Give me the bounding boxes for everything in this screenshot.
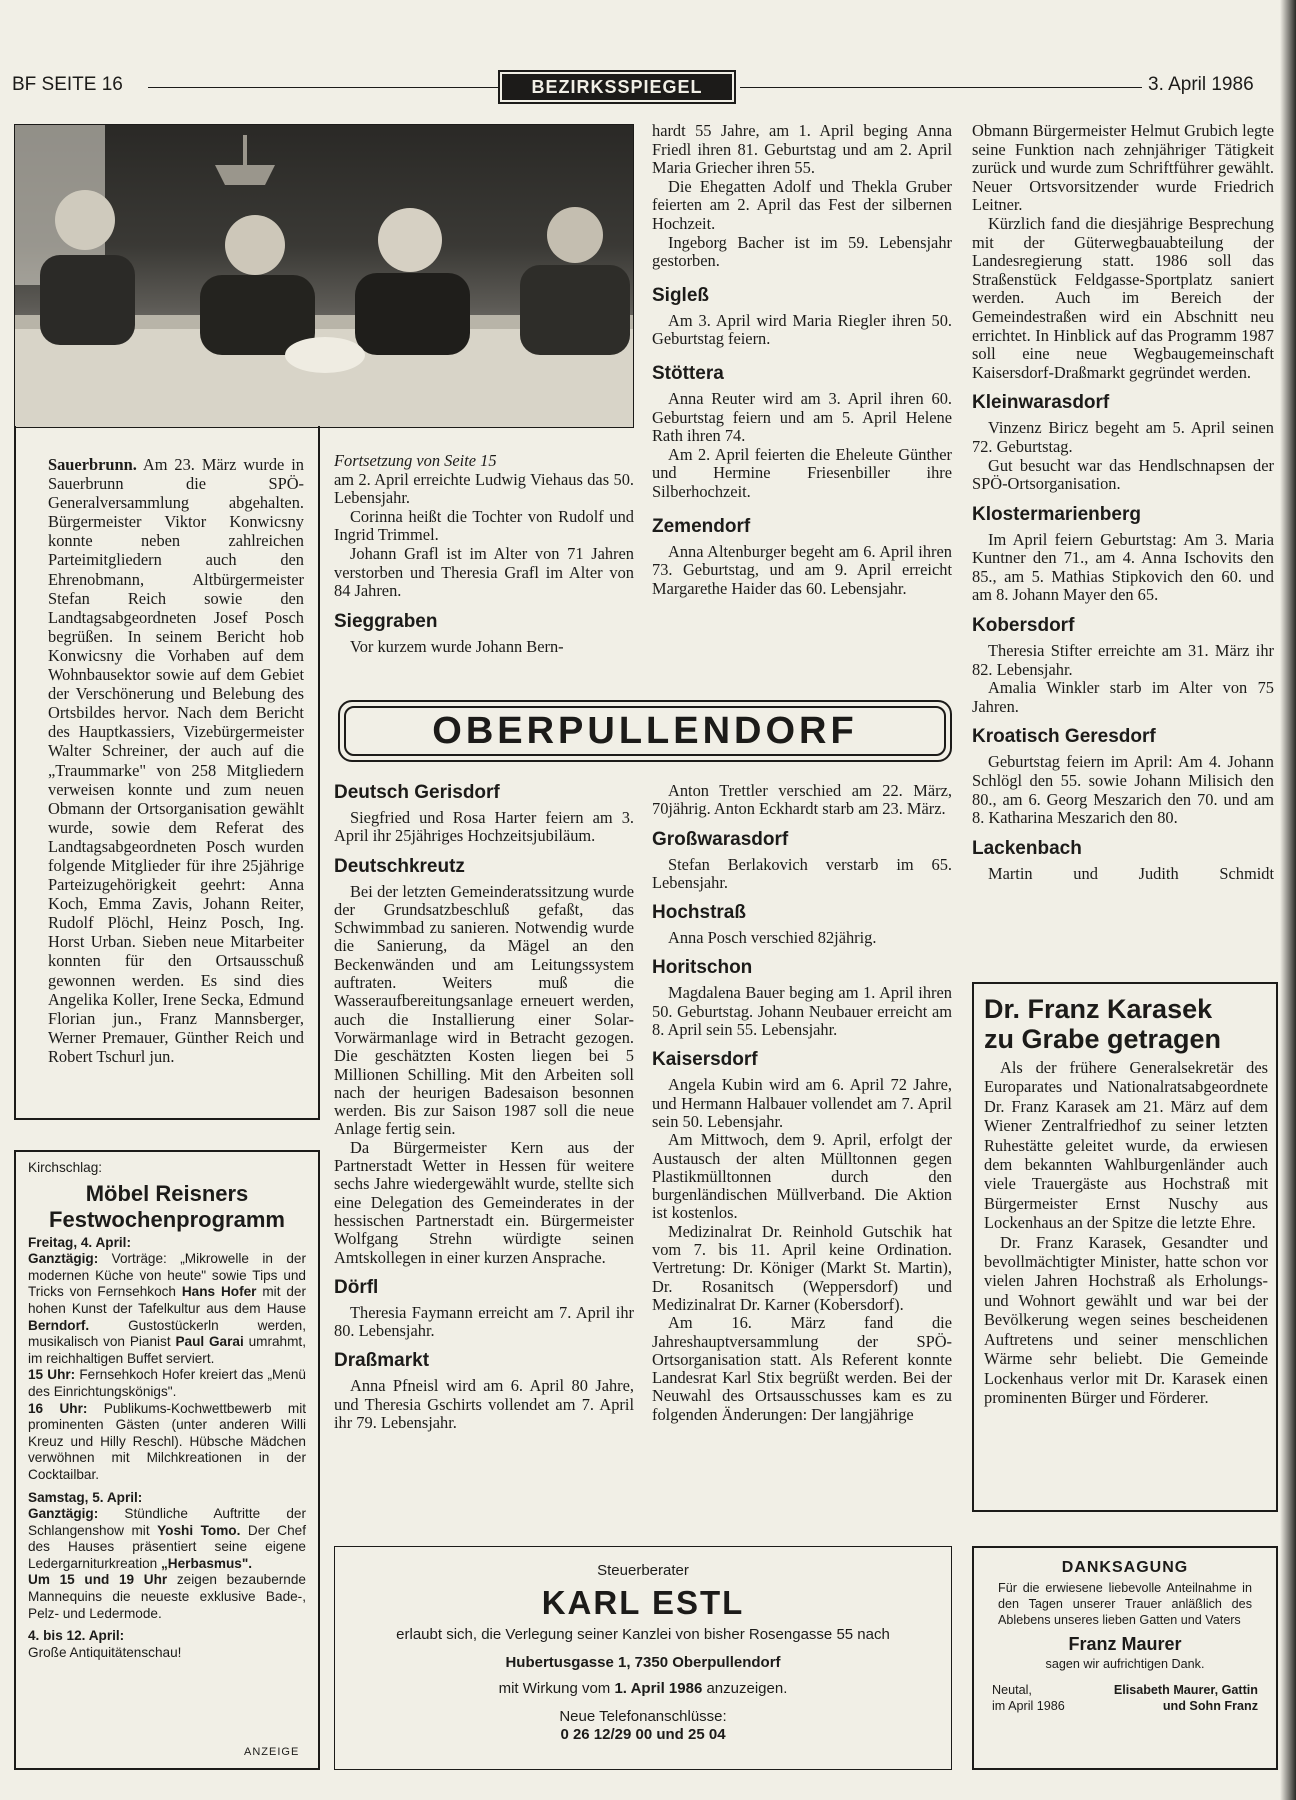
col2-p3: Johann Grafl ist im Alter von 71 Jahren verstorben und Theresia Grafl im Alter von 84 Jahren. <box>334 543 634 601</box>
col3b-p8: Am 16. März fand die Jahreshauptversammlung der SPÖ-Ortsorganisation statt. Als Referent konnte Landesrat Karl Stix begrüßt werden. Bei der Neuwahl des Ortsausschusses kam es zu folgenden Änderungen: Der langjährige <box>652 1313 952 1424</box>
heading-sieggraben: Sieggraben <box>334 610 438 632</box>
col3-p7: Anna Altenburger begeht am 6. April ihren 73. Geburtstag, und am 9. April erreicht Margarethe Haider das 60. Lebensjahr. <box>652 541 952 598</box>
ad-d1a-house: Berndorf. <box>28 1317 90 1333</box>
column-3-bottom <box>652 782 952 1424</box>
story-sauerbrunn-lead: Sauerbrunn. <box>48 455 137 474</box>
heading-kroatisch-geresdorf: Kroatisch Geresdorf <box>972 726 1156 748</box>
col3-p5: Anna Reuter wird am 3. April ihren 60. Geburtstag feiern und am 5. April Helene Rath ihren 74. <box>652 388 952 446</box>
column-2-bottom <box>334 782 634 1432</box>
ad-day-1: Freitag, 4. April: <box>28 1234 131 1250</box>
heading-doerfl: Dörfl <box>334 1276 379 1298</box>
ad-danke-title: DANKSAGUNG <box>1061 1559 1189 1576</box>
col3b-p5: Angela Kubin wird am 6. April 72 Jahre, und Hermann Halbauer vollendet am 7. April sein 50. Lebensjahr. <box>652 1075 952 1131</box>
heading-klostermarienberg: Klostermarienberg <box>972 503 1141 525</box>
section-title: BEZIRKSSPIEGEL <box>502 74 732 100</box>
ad-d2a-kreation: „Herbasmus". <box>161 1555 253 1571</box>
karasek-title-1: Dr. Franz Karasek <box>984 994 1213 1024</box>
column-3-top <box>652 122 952 598</box>
col2b-p1: Siegfried und Rosa Harter feiern am 3. April ihr 25jähriges Hochzeitsjubiläum. <box>334 808 634 846</box>
karasek-article <box>984 994 1268 1407</box>
ad-estl-line1: erlaubt sich, die Verlegung seiner Kanzlei von bisher Rosengasse 55 nach <box>396 1626 890 1643</box>
ad-danke-family-2: und Sohn Franz <box>1162 1699 1258 1713</box>
col3-p2: Die Ehegatten Adolf und Thekla Gruber feierten am 2. April das Fest der silbernen Hochzeit. <box>652 176 952 233</box>
ad-danke-text: Für die erwiesene liebevolle Anteilnahme in den Tagen unserer Trauer anläßlich des Ablebens unseres lieben Gatten und Vaters <box>998 1581 1252 1627</box>
heading-stoettera: Stöttera <box>652 362 724 384</box>
ad-d2a-label: Ganztägig: <box>28 1506 99 1522</box>
ad-moebel-tag: ANZEIGE <box>244 1746 300 1758</box>
col4-p9: Martin und Judith Schmidt <box>988 863 1274 883</box>
ad-moebel-title-1: Möbel Reisners <box>85 1180 249 1206</box>
ad-d1c-text: Publikums-Kochwettbewerb mit prominenten Gästen (unter anderen Willi Kreuz und Hilly Reschl). Hübsche Mädchen verwöhnen mit Milchkreationen in der Cocktailbar. <box>28 1400 306 1482</box>
col2-p1: am 2. April erreichte Ludwig Viehaus das 50. Lebensjahr. <box>334 469 634 508</box>
ad-d3-text: Große Antiquitätenschau! <box>28 1644 182 1660</box>
karasek-p2: Dr. Franz Karasek, Gesandter und bevollmächtigter Minister, hatte schon vor vielen Jahren Hochstraß als Erholungs- und Wohnort gewählt und war bei der Bevölkerung wegen seines bescheidenen Auftretens und seiner menschlichen Wärme sehr beliebt. Die Gemeinde Lockenhaus verlor mit Dr. Karasek einen prominenten Bürger und Förderer. <box>984 1232 1268 1407</box>
col3-p1: hardt 55 Jahre, am 1. April beging Anna Friedl ihren 81. Geburtstag und am 2. April Maria Griecher ihren 55. <box>652 121 952 178</box>
col2b-p3: Da Bürgermeister Kern aus der Partnerstadt Wetter in Hessen für weitere sechs Jahre wiedergewählt wurde, stellte sich eine Delegation des Gemeinderates in der hessischen Partnerstadt ein. Bürgermeister Wolfgang Strehn würdigte seinen Amtskollegen in einer kurzen Ansprache. <box>334 1137 634 1267</box>
col3b-p2: Stefan Berlakovich verstarb im 65. Lebensjahr. <box>652 854 952 892</box>
karasek-title-2: zu Grabe getragen <box>984 1024 1222 1054</box>
col3b-p3: Anna Posch verschied 82jährig. <box>668 928 877 948</box>
col2-p4: Vor kurzem wurde Johann Bern- <box>350 636 564 656</box>
ad-d1a-text3: Gustostückerln werden, musikalisch von Pianist <box>28 1317 306 1350</box>
continued-note: Fortsetzung von Seite 15 <box>334 451 497 470</box>
ad-d1c-label: 16 Uhr: <box>28 1400 88 1416</box>
ad-danke-thanks: sagen wir aufrichtigen Dank. <box>1045 1657 1205 1671</box>
col2-p2: Corinna heißt die Tochter von Rudolf und Ingrid Trimmel. <box>334 506 634 545</box>
header-rule-left <box>148 87 500 88</box>
photo-icon <box>15 125 633 427</box>
page-date: 3. April 1986 <box>1148 74 1254 95</box>
heading-zemendorf: Zemendorf <box>652 515 751 537</box>
heading-horitschon: Horitschon <box>652 957 753 979</box>
heading-drassmarkt: Draßmarkt <box>334 1350 430 1372</box>
ad-moebel-place: Kirchschlag: <box>28 1160 103 1175</box>
heading-deutsch-gerisdorf: Deutsch Gerisdorf <box>334 782 500 803</box>
ad-d1a-text1: Vorträge: „Mikrowelle in der modernen Küche von heute" sowie Tips und Tricks von Fernsehkoch <box>28 1251 306 1300</box>
ad-estl-phones: 0 26 12/29 00 und 25 04 <box>560 1726 726 1743</box>
story-sauerbrunn <box>48 455 304 1066</box>
col4-p2: Kürzlich fand die diesjährige Besprechung mit der Güterwegbauabteilung der Landesregierung statt. 1986 soll das Straßenstück Feldgasse-Sportplatz saniert werden. Auch im Bereich der Gemeindestraßen wird ein Abschnitt neu errichtet. In Hinblick auf das Programm 1987 soll eine neue Wegbaugemeinschaft Kaisersdorf-Draßmarkt gegründet werden. <box>972 213 1274 382</box>
column-2-top <box>334 452 634 656</box>
ad-danke-name: Franz Maurer <box>1068 1634 1182 1654</box>
ad-estl-address: Hubertusgasse 1, 7350 Oberpullendorf <box>505 1654 781 1671</box>
ad-danke <box>992 1560 1258 1714</box>
col3-p6: Am 2. April feierten die Eheleute Günther und Hermine Friesenbiller ihre Silberhochzeit. <box>652 444 952 501</box>
ad-estl-line2b: 1. April 1986 <box>614 1680 703 1697</box>
heading-kaisersdorf: Kaisersdorf <box>652 1049 758 1071</box>
ad-estl-name: KARL ESTL <box>541 1584 745 1621</box>
heading-kleinwarasdorf: Kleinwarasdorf <box>972 392 1110 414</box>
ad-d1b-text: Fernsehkoch Hofer kreiert das „Menü des Einrichtungskönigs". <box>28 1367 306 1399</box>
ad-d1a-text4: umrahmt, im reichhaltigen Buffet serviert. <box>28 1334 306 1366</box>
ad-estl-line2c: anzuzeigen. <box>702 1680 788 1697</box>
region-banner-title: OBERPULLENDORF <box>432 709 858 752</box>
col4-p5: Im April feiern Geburtstag: Am 3. Maria Kuntner den 71., am 4. Anna Ischovits den 85., am 5. Mathias Stipkovich den 60. und am 8. Johann Mayer den 65. <box>972 529 1274 605</box>
ad-estl-line2a: mit Wirkung vom <box>498 1680 615 1697</box>
page-edge-shadow <box>1280 0 1296 1800</box>
heading-kobersdorf: Kobersdorf <box>972 615 1075 637</box>
col3b-p4: Magdalena Bauer beging am 1. April ihren 50. Geburtstag. Johann Neubauer erreicht am 8. April sein 55. Lebensjahr. <box>652 983 952 1040</box>
story-sauerbrunn-text: Am 23. März wurde in Sauerbrunn die SPÖ-Generalversammlung abgehalten. Bürgermeister Viktor Konwicsny konnte neben zahlreichen Parteimitgliedern auch den Ehrenobmann, Altbürgermeister Stefan Reich sowie den Landtagsabgeordneten Josef Posch begrüßen. In seinem Bericht hob Konwicsny die Vorhaben auf dem Wohnbausektor sowie auf dem Gebiet der Verschönerung und Belebung des Ortsbildes hervor. Nach dem Bericht des Hauptkassiers, Vizebürgermeister Walter Schreiner, der auch auf die „Traummarke" von 258 Mitgliedern verweisen konnte und zum neuen Obmann der Ortsorganisation gewählt wurde, sowie dem Referat des Landtagsabgeordneten Posch wurden folgende Mitglieder für ihre 25jährige Parteizugehörigkeit geehrt: Anna Koch, Emma Zavis, Johann Reiter, Rudolf Plöchl, Heinz Posch, Ing. Horst Urban. Sieben neue Mitarbeiter konnten für den Ortsausschuß gewonnen werden. Es sind dies Angelika Koller, Irene Secka, Edmund Florian jun., Franz Mannsberger, Werner Premauer, Günther Reich und Robert Tschurl jun. <box>48 455 304 1066</box>
col4-p1: Obmann Bürgermeister Helmut Grubich legte seine Funktion nach zehnjähriger Tätigkeit zurück und wurde zum Schriftführer gewählt. Neuer Ortsvorsitzender wurde Friedrich Leitner. <box>972 121 1274 215</box>
heading-deutschkreutz: Deutschkreutz <box>334 855 465 877</box>
column-4 <box>972 122 1274 883</box>
ad-d2a-name: Yoshi Tomo. <box>157 1522 241 1538</box>
ad-d2b-label: Um 15 und 19 Uhr <box>28 1572 168 1588</box>
ad-estl-role: Steuerberater <box>597 1562 689 1579</box>
ad-moebel <box>28 1160 306 1661</box>
ad-d1a-pianist: Paul Garai <box>175 1334 244 1350</box>
ad-d2b-text: zeigen bezaubernde Mannequins die neueste exklusive Bade-, Pelz- und Ledermode. <box>28 1572 306 1621</box>
col2b-p4: Theresia Faymann erreicht am 7. April ihr 80. Lebensjahr. <box>334 1302 634 1341</box>
col3-p4: Am 3. April wird Maria Riegler ihren 50. Geburtstag feiern. <box>652 310 952 349</box>
ad-d1a-text2: mit der hohen Kunst der Tafelkultur aus dem Hause <box>28 1284 306 1316</box>
ad-d1a-label: Ganztägig: <box>28 1251 99 1267</box>
col3b-p7: Medizinalrat Dr. Reinhold Gutschik hat vom 7. bis 11. April keine Ordination. Vertretung: Dr. Königer (Markt St. Martin), Dr. Rosanitsch (Weppersdorf) und Medizinalrat Dr. Karner (Kobersdorf). <box>652 1221 952 1314</box>
header-rule-right <box>740 87 1142 88</box>
region-banner <box>338 700 952 762</box>
col4-p7: Amalia Winkler starb im Alter von 75 Jahren. <box>972 678 1274 716</box>
col2b-p5: Anna Pfneisl wird am 6. April 80 Jahre, und Theresia Gschirts vollendet am 7. April ihr 79. Lebensjahr. <box>334 1376 634 1433</box>
ad-danke-date: im April 1986 <box>992 1699 1065 1713</box>
heading-grosswarasdorf: Großwarasdorf <box>652 828 789 850</box>
ad-danke-place: Neutal, <box>992 1683 1032 1697</box>
heading-hochstrass: Hochstraß <box>652 902 746 924</box>
col4-p4: Gut besucht war das Hendlschnapsen der SPÖ-Ortsorganisation. <box>972 455 1274 494</box>
ad-danke-family-1: Elisabeth Maurer, Gattin <box>1113 1683 1258 1697</box>
ad-d2a-text2: Der Chef des Hauses präsentiert seine eigene Ledergarniturkreation <box>28 1522 307 1571</box>
col4-p3: Vinzenz Biricz begeht am 5. April seinen 72. Geburtstag. <box>972 418 1274 456</box>
ad-estl <box>340 1560 946 1744</box>
ad-d1b-label: 15 Uhr: <box>28 1367 76 1383</box>
heading-sigless: Sigleß <box>652 284 710 306</box>
ad-day-3: 4. bis 12. April: <box>28 1628 125 1644</box>
col2b-p2: Bei der letzten Gemeinderatssitzung wurde der Grundsatzbeschluß gefaßt, das Schwimmbad zu sanieren. Notwendig wurde die Sanierung, da Mägel an den Beckenwänden und am Leitungssystem auftraten. Weiters muß die Wasseraufbereitungsanlage erneuert werden, auch die Installierung einer Solar-Vorwärmanlage wird in Betracht gezogen. Die geschätzten Kosten liegen bei 5 Millionen Schilling. Mit den Arbeiten soll nach der heurigen Badesaison besonnen werden. Bis zur Saison 1987 soll die neue Anlage fertig sein. <box>334 881 634 1139</box>
ad-day-2: Samstag, 5. April: <box>28 1489 143 1505</box>
page-label: BF SEITE 16 <box>12 74 123 95</box>
ad-d2a-text1: Stündliche Auftritte der Schlangenshow mit <box>28 1506 306 1538</box>
heading-lackenbach: Lackenbach <box>972 837 1082 859</box>
col4-p6: Theresia Stifter erreichte am 31. März ihr 82. Lebensjahr. <box>972 641 1274 679</box>
karasek-p1: Als der frühere Generalsekretär des Europarates und Nationalratsabgeordnete Dr. Franz Karasek am 21. März auf dem Wiener Zentralfriedhof zu seiner letzten Ruhestätte geleitet wurde, da erwiesen dem bekannten Wahlburgenländer auch viele Trauergäste aus Hochstraß mit Bürgermeister Ernst Nuschy aus Lockenhaus an der Spitze die letzte Ehre. <box>984 1058 1268 1233</box>
col3b-p6: Am Mittwoch, dem 9. April, erfolgt der Austausch der alten Mülltonnen gegen Plastikmülltonnen durch den burgenländischen Müllverband. Die Aktion ist kostenlos. <box>652 1130 952 1223</box>
ad-estl-phone-label: Neue Telefonanschlüsse: <box>559 1708 727 1725</box>
col3b-p1: Anton Trettler verschied am 22. März, 70jährig. Anton Eckhardt starb am 23. März. <box>652 781 952 819</box>
col3-p3: Ingeborg Bacher ist im 59. Lebensjahr gestorben. <box>652 232 952 271</box>
ad-moebel-title-2: Festwochenprogramm <box>49 1206 285 1232</box>
col4-p8: Geburtstag feiern im April: Am 4. Johann Schlögl den 55. sowie Johann Milisich den 80., am 6. Georg Meszarich den 70. und am 8. Katharina Meszarich den 80. <box>972 752 1274 828</box>
news-photo <box>14 124 634 428</box>
ad-d1a-name: Hans Hofer <box>181 1284 257 1300</box>
